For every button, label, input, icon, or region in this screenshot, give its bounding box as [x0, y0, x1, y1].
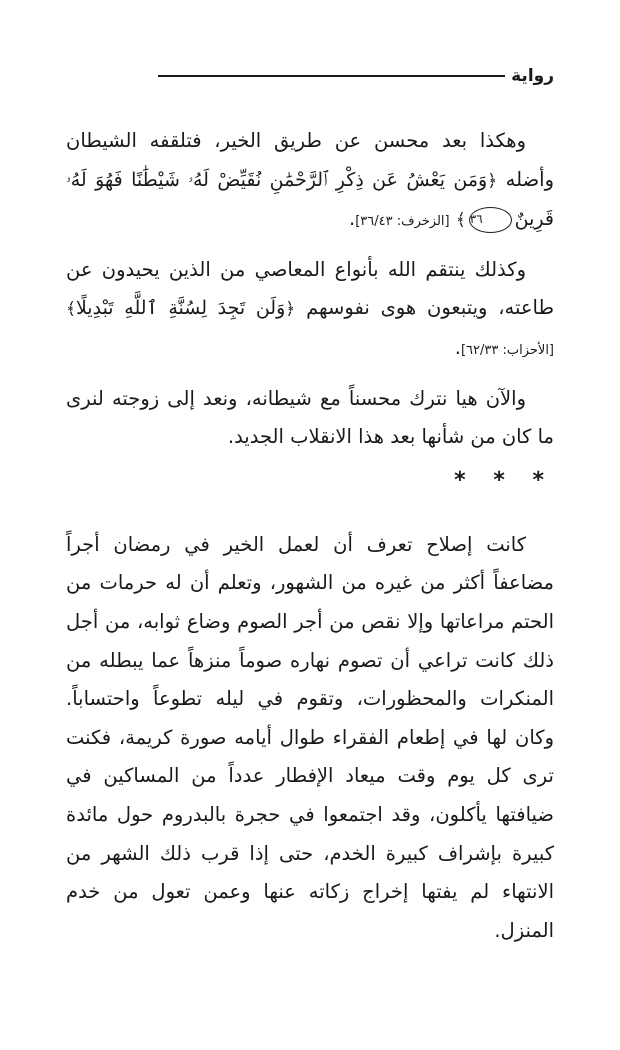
paragraph-1 [66, 122, 554, 242]
quote-close-bracket: ﴾ [455, 210, 466, 231]
chapter-title: رواية [511, 66, 554, 86]
quote-open-bracket: ﴿ [487, 170, 498, 191]
running-header [158, 62, 554, 90]
quran-verse-2: وَلَن تَجِدَ لِسُنَّةِ ٱللَّهِ تَبْدِيلًا [75, 297, 286, 320]
quote-close-bracket: ﴾ [66, 299, 76, 320]
ayah-number-marker: ٣٦ [469, 207, 512, 233]
paragraph-2-text: وكذلك ينتقم الله بأنواع المعاصي من الذين يحيدون عن طاعته، ويتبعون هوى نفوسهم [66, 257, 554, 320]
paragraph-4 [66, 526, 554, 951]
quote-open-bracket: ﴿ [285, 299, 296, 320]
paragraph-4-text: كانت إصلاح تعرف أن لعمل الخير في رمضان أجراً مضاعفاً أكثر من غيره من الشهور، وتعلم أن له حرمات من الحتم مراعاتها وإلا نقص من أجر الصوم وضاع ثوابه، من أجل ذلك كانت تراعي أن تصوم نهاره صوماً منزهاً عما يبطله من المنكرات والمحظورات، وتقوم في ليله تطوعاً واحتساباً. وكان لها في إطعام الفقراء طوال أيامه صورة كريمة، فكنت ترى كل يوم وقت ميعاد الإفطار عدداً من المساكين في ضيافتها يأكلون، وقد اجتمعوا في حجرة بالبدروم حول مائدة كبيرة بإشراف كبيرة الخدم، حتى إذا قرب ذلك الشهر من الانتهاء لم يفتها إخراج زكاته عنها وعمن تعول من خدم المنزل. [66, 532, 554, 942]
quran-verse-1: وَمَن يَعْشُ عَن ذِكْرِ ٱلرَّحْمَٰنِ نُقَيِّضْ لَهُۥ شَيْطَٰنًا فَهُوَ لَهُۥ قَرِينٌ [66, 168, 554, 231]
paragraph-3-text: والآن هيا نترك محسناً مع شيطانه، ونعد إلى زوجته لنرى ما كان من شأنها بعد هذا الانقلاب الجديد. [66, 386, 554, 449]
paragraph-1-end: . [349, 207, 356, 231]
paragraph-3 [66, 380, 554, 457]
header-rule [158, 75, 505, 77]
verse-reference-2: [الأحزاب: ٦٢/٣٣] [460, 342, 554, 358]
paragraph-2 [66, 251, 554, 371]
section-separator: * * * [454, 467, 554, 493]
paragraph-1-text: وهكذا بعد محسن عن طريق الخير، فتلقفه الشيطان وأضله [66, 129, 554, 191]
paragraph-2-end: . [454, 335, 461, 359]
verse-reference-1: [الزخرف: ٣٦/٤٣] [355, 214, 450, 230]
body-text [66, 122, 554, 959]
